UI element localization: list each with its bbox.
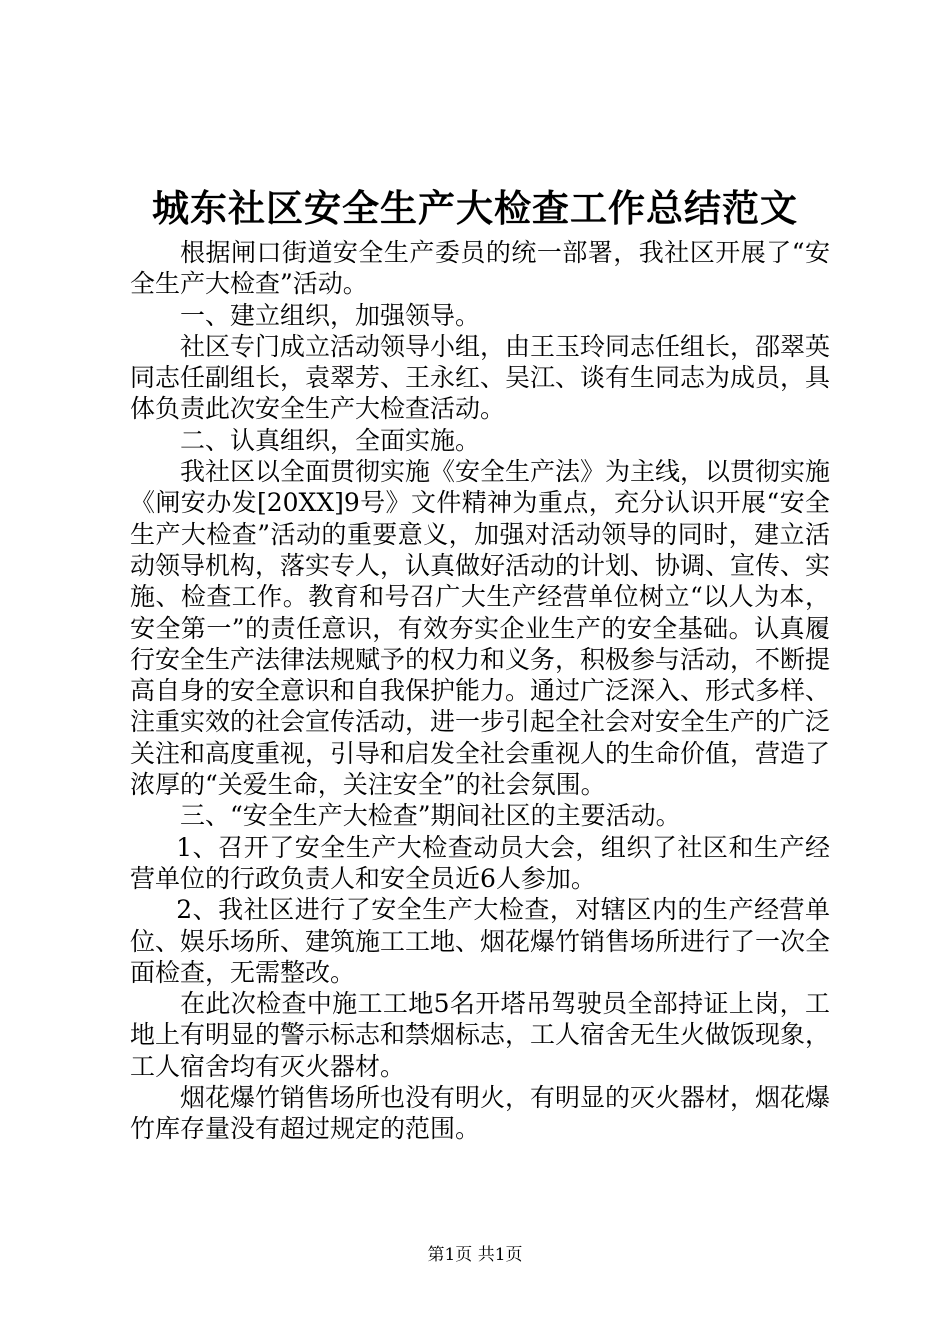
paragraph-intro: 根据闸口街道安全生产委员的统一部署，我社区开展了“安全生产大检查”活动。 [130, 238, 830, 299]
list-item-1: 1、召开了安全生产大检查动员大会，组织了社区和生产经营单位的行政负责人和安全员近6人参加。 [130, 832, 830, 893]
paragraph-construction-check: 在此次检查中施工工地5名开塔吊驾驶员全部持证上岗，工地上有明显的警示标志和禁烟标志，工人宿舍无生火做饭现象，工人宿舍均有灭火器材。 [130, 989, 831, 1081]
section-heading-2: 二、认真组织，全面实施。 [180, 425, 481, 455]
document-title: 城东社区安全生产大检查工作总结范文 [152, 186, 798, 230]
section-heading-1: 一、建立组织，加强领导。 [180, 300, 481, 330]
page-footer: 第1页 共1页 [427, 1245, 523, 1265]
document-body [130, 237, 830, 1145]
paragraph-fireworks-check: 烟花爆竹销售场所也没有明火，有明显的灭火器材，烟花爆竹库存量没有超过规定的范围。 [130, 1083, 831, 1144]
paragraph-organization: 社区专门成立活动领导小组，由王玉玲同志任组长，邵翠英同志任副组长，袁翠芳、王永红、吴江、谈有生同志为成员，具体负责此次安全生产大检查活动。 [130, 331, 831, 424]
list-item-2: 2、我社区进行了安全生产大检查，对辖区内的生产经营单位、娱乐场所、建筑施工工地、烟花爆竹销售场所进行了一次全面检查，无需整改。 [130, 895, 831, 987]
section-heading-3: 三、“安全生产大检查”期间社区的主要活动。 [180, 801, 681, 831]
paragraph-implementation: 我社区以全面贯彻实施《安全生产法》为主线，以贯彻实施《闸安办发[20XX]9号》文件精神为重点，充分认识开展“安全生产大检查”活动的重要意义，加强对活动领导的同时，建立活动领导机构，落实专人，认真做好活动的计划、协调、宣传、实施、检查工作。教育和号召广大生产经营单位树立“以人为本，安全第一”的责任意识，有效夯实企业生产的安全基础。认真履行安全生产法律法规赋予的权力和义务，积极参与活动，不断提高自身的安全意识和自我保护能力。通过广泛深入、形式多样、注重实效的社会宣传活动，进一步引起全社会对安全生产的广泛关注和高度重视，引导和启发全社会重视人的生命价值，营造了浓厚的“关爱生命，关注安全”的社会氛围。 [130, 457, 831, 800]
